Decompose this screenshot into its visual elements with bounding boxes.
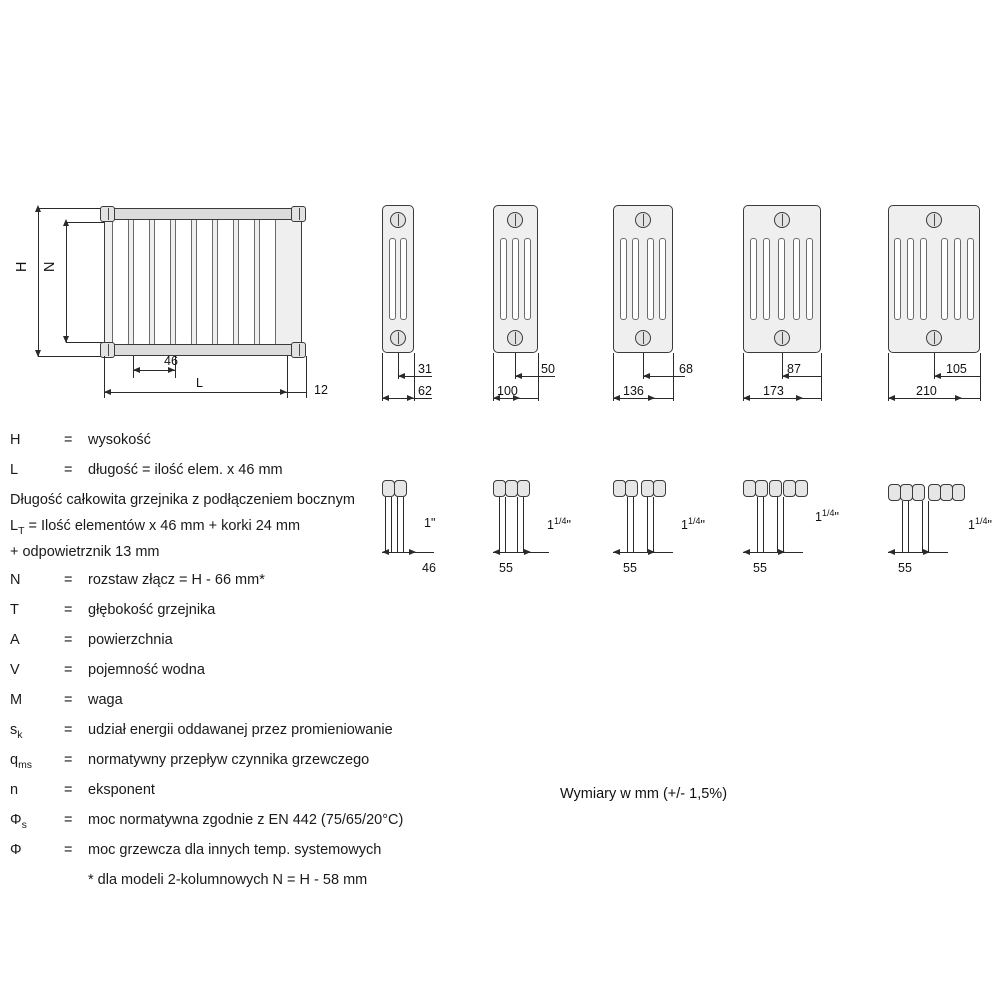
- legend-definition: Długość całkowita grzejnika z podłączeniem bocznym: [10, 492, 355, 508]
- connection-pipe: [757, 497, 758, 553]
- radiator-element: [112, 218, 129, 346]
- dim-outer-label: 62: [418, 384, 432, 398]
- section-column: [659, 238, 666, 320]
- dim-offset-label: 55: [623, 561, 637, 575]
- section-plug-bottom: [635, 330, 651, 346]
- legend-equals: =: [64, 842, 73, 858]
- dim-outer-arrow-right: [796, 395, 803, 401]
- legend-equals: =: [64, 662, 73, 678]
- n-dimension-line: [66, 222, 67, 342]
- section-view-2-column: [360, 180, 480, 440]
- section-plug-bottom: [507, 330, 523, 346]
- dim-outer-label: 100: [497, 384, 518, 398]
- legend-symbol: $q_{ms}$: [10, 752, 32, 771]
- section-column: [894, 238, 901, 320]
- legend-definition: normatywny przepływ czynnika grzewczego: [88, 752, 370, 768]
- legend-symbol: $s_k$: [10, 722, 23, 741]
- connection-pipe: [908, 501, 909, 553]
- legend-equals: =: [64, 572, 73, 588]
- dim-offset-line: [613, 552, 673, 553]
- dim-inner-arrow: [643, 373, 650, 379]
- legend-symbol: T: [10, 602, 19, 618]
- dim-L-label: L: [196, 376, 203, 390]
- radiator-element: [175, 218, 192, 346]
- dim-offset-label: 55: [898, 561, 912, 575]
- legend-equals: =: [64, 812, 73, 828]
- legend-footnote: * dla modeli 2-kolumnowych N = H - 58 mm: [88, 872, 368, 888]
- dim-offset-label: 46: [422, 561, 436, 575]
- nipple: [795, 480, 808, 497]
- thread-label: 1": [424, 516, 436, 530]
- legend-definition: powierzchnia: [88, 632, 173, 648]
- dim-inner-label: 50: [541, 362, 555, 376]
- legend-item-total-length-note: [10, 492, 480, 518]
- dim-outer-arrow-left: [613, 395, 620, 401]
- dim-inner-arrow: [934, 373, 941, 379]
- front-view-radiator: [0, 180, 350, 440]
- dim-inner-arrow: [398, 373, 405, 379]
- dim-L-arrow-right: [280, 389, 287, 395]
- dim-outer-arrow-left: [382, 395, 389, 401]
- dim-L-arrow-left: [104, 389, 111, 395]
- legend-definition: rozstaw złącz = H - 66 mm*: [88, 572, 265, 588]
- dim-offset-line: [888, 552, 948, 553]
- dim-offset-arrow-right: [648, 549, 655, 555]
- dim-outer-arrow-left: [888, 395, 895, 401]
- legend-definition: wysokość: [88, 432, 151, 448]
- section-column: [524, 238, 531, 320]
- section-column: [920, 238, 927, 320]
- legend-equals: =: [64, 722, 73, 738]
- nipple: [625, 480, 638, 497]
- section-plug-top: [926, 212, 942, 228]
- thread-label: $1^{1/4}$": [968, 516, 992, 533]
- plug-top-left: [100, 206, 115, 222]
- units-note: Wymiary w mm (+/- 1,5%): [560, 786, 728, 802]
- radiator-element: [259, 218, 276, 346]
- h-ext-bottom: [38, 356, 108, 357]
- ext-line-plug: [306, 356, 307, 398]
- connection-pipe: [777, 497, 778, 553]
- section-column: [806, 238, 813, 320]
- section-column: [632, 238, 639, 320]
- ext-line: [538, 353, 539, 401]
- ext-line: [980, 353, 981, 401]
- dim-12-label: 12: [314, 383, 328, 397]
- dim-offset-line: [743, 552, 803, 553]
- legend-definition: $L_T$ = Ilość elementów x 46 mm + korki 24 mm: [10, 518, 301, 537]
- connection-pipe: [505, 497, 506, 553]
- connection-pipe: [783, 497, 784, 553]
- dim-outer-label: 210: [916, 384, 937, 398]
- section-column: [907, 238, 914, 320]
- legend-symbol: Φ: [10, 842, 22, 858]
- nipple: [755, 480, 768, 497]
- legend-symbol: n: [10, 782, 19, 798]
- section-column: [793, 238, 800, 320]
- connection-pipe: [627, 497, 628, 553]
- dim-L-line: [104, 392, 287, 393]
- dim-offset-arrow-right: [778, 549, 785, 555]
- legend-list: [10, 432, 480, 902]
- legend-item-n-exponent: [10, 782, 480, 812]
- legend-item-air-vent: [10, 544, 480, 572]
- section-column: [389, 238, 396, 320]
- legend-item-sk: [10, 722, 480, 752]
- section-column: [941, 238, 948, 320]
- legend-item-qms: [10, 752, 480, 782]
- legend-definition: głębokość grzejnika: [88, 602, 216, 618]
- dim-inner-label: 68: [679, 362, 693, 376]
- dim-offset-line: [493, 552, 549, 553]
- section-column: [750, 238, 757, 320]
- section-column: [620, 238, 627, 320]
- legend-definition: pojemność wodna: [88, 662, 205, 678]
- ext-line: [673, 353, 674, 401]
- legend-item-phi-s: [10, 812, 480, 842]
- connection-pipe: [499, 497, 500, 553]
- top-view-3-column: [475, 468, 605, 598]
- section-column: [778, 238, 785, 320]
- legend-definition: moc grzewcza dla innych temp. systemowych: [88, 842, 382, 858]
- section-plug-bottom: [926, 330, 942, 346]
- nipple: [769, 480, 782, 497]
- front-bottom-header: [104, 344, 302, 356]
- legend-equals: =: [64, 782, 73, 798]
- dim-inner-arrow: [515, 373, 522, 379]
- dim-offset-arrow-right: [524, 549, 531, 555]
- section-column: [647, 238, 654, 320]
- legend-symbol: A: [10, 632, 20, 648]
- section-plug-top: [774, 212, 790, 228]
- section-view-6-column: [880, 180, 1000, 440]
- nipple: [517, 480, 530, 497]
- legend-equals: =: [64, 462, 73, 478]
- nipple: [952, 484, 965, 501]
- nipple: [653, 480, 666, 497]
- ext-line: [414, 353, 415, 401]
- top-view-5-column: [735, 468, 875, 598]
- legend-equals: =: [64, 752, 73, 768]
- section-column: [954, 238, 961, 320]
- dim-12-line: [287, 392, 306, 393]
- connection-pipe: [902, 501, 903, 553]
- radiator-element: [217, 218, 234, 346]
- section-column: [400, 238, 407, 320]
- legend-item-lt: [10, 518, 480, 544]
- dim-outer-label: 136: [623, 384, 644, 398]
- connection-pipe: [928, 501, 929, 553]
- dim-offset-arrow-left: [888, 549, 895, 555]
- radiator-element: [238, 218, 255, 346]
- n-ext-top: [66, 222, 108, 223]
- dim-offset-arrow-left: [493, 549, 500, 555]
- legend-item-m: [10, 692, 480, 722]
- legend-symbol: L: [10, 462, 19, 478]
- legend-item-t: [10, 602, 480, 632]
- dim-inner-label: 87: [787, 362, 801, 376]
- legend-equals: =: [64, 602, 73, 618]
- legend-definition: + odpowietrznik 13 mm: [10, 544, 160, 560]
- plug-bottom-left: [100, 342, 115, 358]
- section-plug-top: [635, 212, 651, 228]
- dim-inner-label: 31: [418, 362, 432, 376]
- front-top-header: [104, 208, 302, 220]
- nipple: [912, 484, 925, 501]
- connection-pipe: [647, 497, 648, 553]
- dim-outer-arrow-right: [407, 395, 414, 401]
- legend-equals: =: [64, 432, 73, 448]
- h-dimension-line: [38, 208, 39, 356]
- section-column: [500, 238, 507, 320]
- label-h: H: [14, 261, 30, 272]
- legend-definition: udział energii oddawanej przez promieniowanie: [88, 722, 393, 738]
- thread-label: $1^{1/4}$": [547, 516, 571, 533]
- dim-offset-arrow-left: [613, 549, 620, 555]
- legend-definition: długość = ilość elem. x 46 mm: [88, 462, 283, 478]
- dim-offset-label: 55: [753, 561, 767, 575]
- section-view-3-column: [475, 180, 605, 440]
- plug-bottom-right: [291, 342, 306, 358]
- legend-item-h: [10, 432, 480, 462]
- legend-symbol: H: [10, 432, 21, 448]
- dim-46-arrow-left: [133, 367, 140, 373]
- legend-definition: waga: [88, 692, 123, 708]
- section-column: [967, 238, 974, 320]
- legend-item-v: [10, 662, 480, 692]
- legend-item-phi: [10, 842, 480, 872]
- top-view-4-column: [605, 468, 745, 598]
- legend-item-a: [10, 632, 480, 662]
- thread-label: $1^{1/4}$": [681, 516, 705, 533]
- legend-symbol: M: [10, 692, 23, 708]
- radiator-element: [154, 218, 171, 346]
- connection-pipe: [517, 497, 518, 553]
- ext-line: [821, 353, 822, 401]
- connection-pipe: [633, 497, 634, 553]
- legend-symbol: V: [10, 662, 20, 678]
- dim-46-label: 46: [164, 354, 178, 368]
- section-column: [512, 238, 519, 320]
- dim-offset-arrow-right: [923, 549, 930, 555]
- dim-outer-arrow-right: [648, 395, 655, 401]
- h-ext-top: [38, 208, 108, 209]
- dim-outer-arrow-left: [743, 395, 750, 401]
- radiator-element: [133, 218, 150, 346]
- label-n: N: [42, 261, 58, 272]
- thread-label: $1^{1/4}$": [815, 508, 839, 525]
- top-view-6-column: [880, 468, 1000, 598]
- legend-definition: moc normatywna zgodnie z EN 442 (75/65/20°C): [88, 812, 404, 828]
- dim-outer-label: 173: [763, 384, 784, 398]
- section-plug-top: [507, 212, 523, 228]
- radiator-element: [196, 218, 213, 346]
- section-view-4-column: [605, 180, 745, 440]
- dim-offset-arrow-left: [743, 549, 750, 555]
- dim-outer-arrow-right: [955, 395, 962, 401]
- section-column: [763, 238, 770, 320]
- connection-pipe: [523, 497, 524, 553]
- section-view-5-column: [735, 180, 875, 440]
- connection-pipe: [922, 501, 923, 553]
- legend-definition: eksponent: [88, 782, 155, 798]
- section-plug-bottom: [390, 330, 406, 346]
- legend-equals: =: [64, 692, 73, 708]
- legend-symbol: N: [10, 572, 21, 588]
- legend-footnote-row: [10, 872, 480, 902]
- legend-item-l: [10, 462, 480, 492]
- connection-pipe: [763, 497, 764, 553]
- section-plug-bottom: [774, 330, 790, 346]
- connection-pipe: [653, 497, 654, 553]
- legend-symbol: $\Phi_s$: [10, 812, 27, 831]
- legend-equals: =: [64, 632, 73, 648]
- dim-inner-label: 105: [946, 362, 967, 376]
- plug-top-right: [291, 206, 306, 222]
- legend-item-n: [10, 572, 480, 602]
- section-plug-top: [390, 212, 406, 228]
- dim-offset-label: 55: [499, 561, 513, 575]
